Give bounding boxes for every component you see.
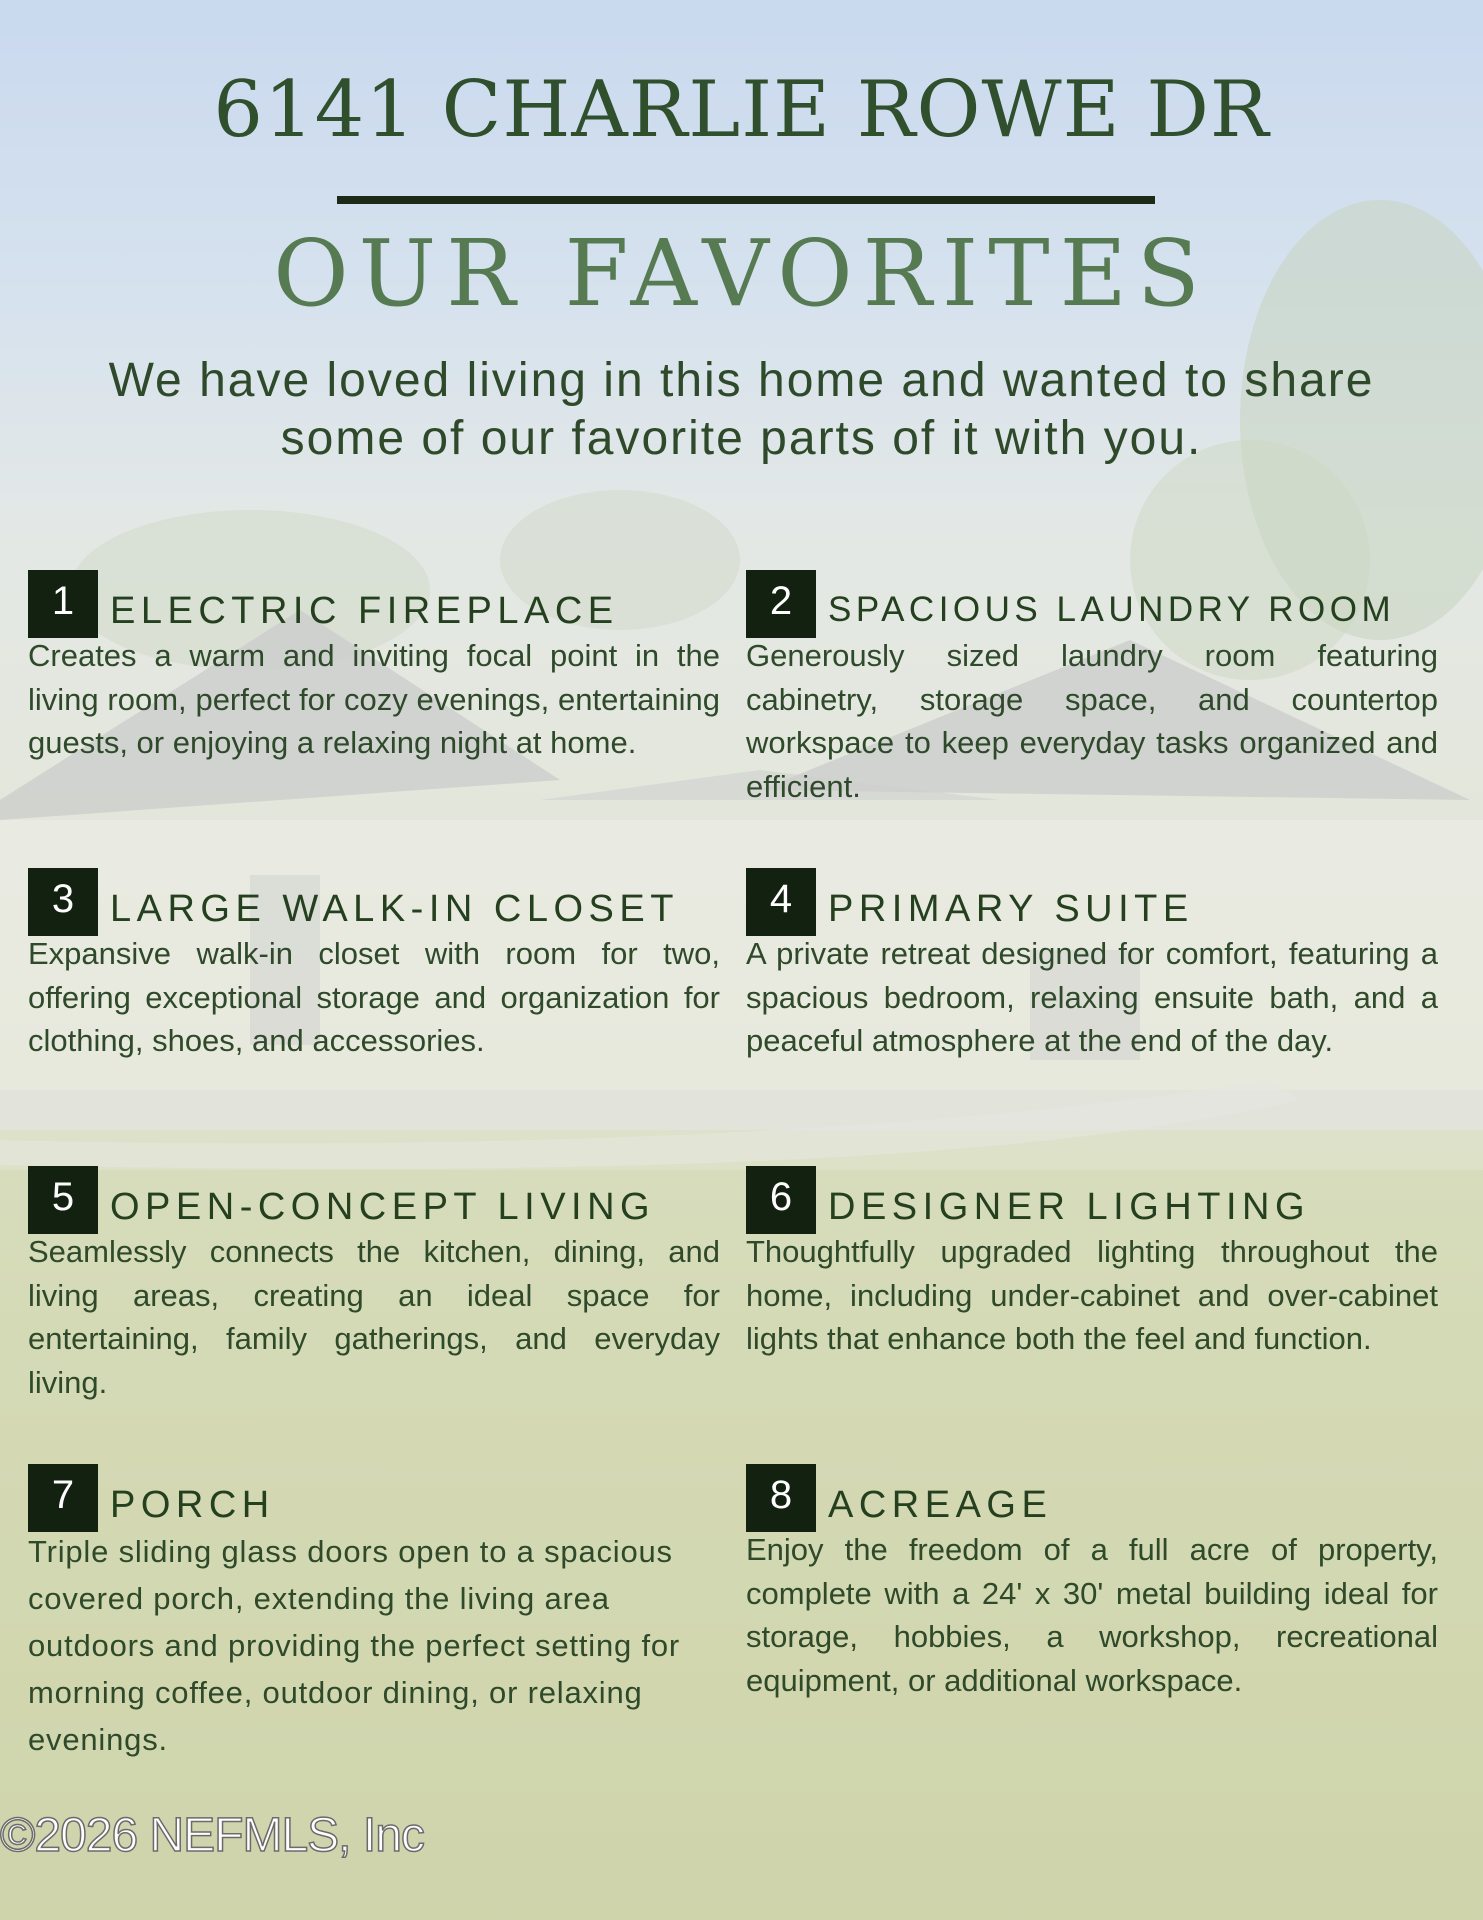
feature-title: ACREAGE bbox=[828, 1484, 1053, 1526]
feature-3 bbox=[28, 868, 720, 1108]
feature-title: SPACIOUS LAUNDRY ROOM bbox=[828, 590, 1396, 629]
feature-description: Thoughtfully upgraded lighting throughout the home, including under-cabinet and over-cabinet lights that enhance both the feel and function. bbox=[746, 1234, 1438, 1356]
feature-title: PRIMARY SUITE bbox=[828, 888, 1194, 930]
feature-description: Creates a warm and inviting focal point in the living room, perfect for cozy evenings, entertaining guests, or enjoying a relaxing night at home. bbox=[28, 638, 720, 760]
title-divider bbox=[337, 196, 1155, 204]
feature-6 bbox=[746, 1166, 1438, 1406]
feature-1 bbox=[28, 570, 720, 810]
feature-description: Seamlessly connects the kitchen, dining, and living areas, creating an ideal space for entertaining, family gatherings, and everyday living. bbox=[28, 1234, 720, 1400]
page-title: OUR FAVORITES bbox=[273, 220, 1210, 327]
feature-title: OPEN-CONCEPT LIVING bbox=[110, 1186, 656, 1228]
feature-description: A private retreat designed for comfort, featuring a spacious bedroom, relaxing ensuite bath, and a peaceful atmosphere at the end of the day. bbox=[746, 936, 1438, 1058]
feature-number: 1 bbox=[28, 570, 98, 638]
feature-2 bbox=[746, 570, 1438, 810]
feature-number: 5 bbox=[28, 1166, 98, 1234]
feature-8 bbox=[746, 1464, 1438, 1764]
feature-number: 8 bbox=[746, 1464, 816, 1532]
feature-5 bbox=[28, 1166, 720, 1406]
property-address: 6141 CHARLIE ROWE DR bbox=[213, 65, 1270, 155]
feature-number: 2 bbox=[746, 570, 816, 638]
intro-text: We have loved living in this home and wanted to share some of our favorite parts of it with you. bbox=[108, 354, 1375, 465]
feature-4 bbox=[746, 868, 1438, 1108]
copyright-watermark: ©2026 NEFMLS, Inc bbox=[0, 1809, 424, 1862]
feature-description: Triple sliding glass doors open to a spacious covered porch, extending the living area outdoors and providing the perfect setting for morning coffee, outdoor dining, or relaxing evenings. bbox=[28, 1534, 681, 1757]
feature-number: 3 bbox=[28, 868, 98, 936]
feature-description: Expansive walk-in closet with room for two, offering exceptional storage and organization for clothing, shoes, and accessories. bbox=[28, 936, 720, 1058]
feature-title: LARGE WALK-IN CLOSET bbox=[110, 888, 679, 930]
feature-number: 4 bbox=[746, 868, 816, 936]
feature-title: DESIGNER LIGHTING bbox=[828, 1186, 1310, 1228]
feature-number: 6 bbox=[746, 1166, 816, 1234]
feature-7 bbox=[28, 1464, 720, 1764]
feature-number: 7 bbox=[28, 1464, 98, 1532]
feature-description: Generously sized laundry room featuring cabinetry, storage space, and countertop workspace to keep everyday tasks organized and efficient. bbox=[746, 638, 1438, 804]
feature-description: Enjoy the freedom of a full acre of property, complete with a 24' x 30' metal building ideal for storage, hobbies, a workshop, recreational equipment, or additional workspace. bbox=[746, 1532, 1438, 1698]
feature-title: ELECTRIC FIREPLACE bbox=[110, 590, 619, 632]
feature-title: PORCH bbox=[110, 1484, 275, 1526]
